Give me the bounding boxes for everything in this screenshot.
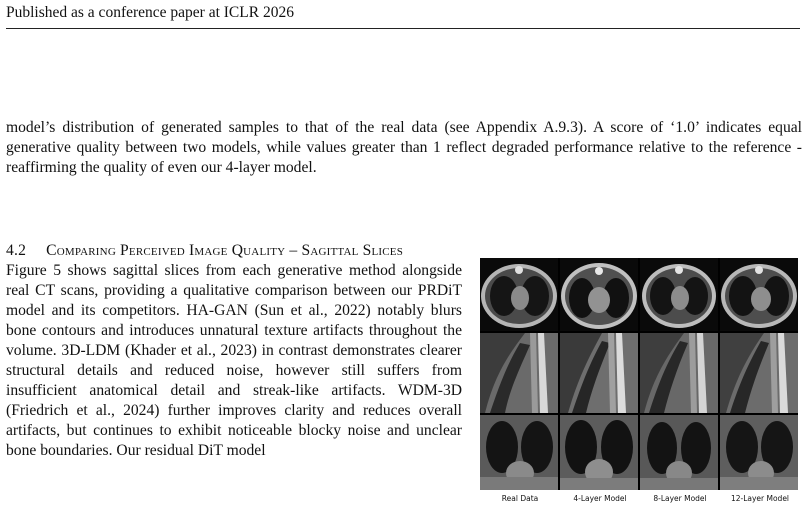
body-paragraph [6, 261, 462, 461]
sagittal-8-layer-image [640, 333, 718, 413]
figure-5 [480, 258, 798, 508]
section-heading [6, 242, 403, 260]
sagittal-12-layer-image [720, 333, 798, 413]
caption-8-layer: 8-Layer Model [653, 494, 707, 503]
figure-grid [480, 258, 798, 490]
axial-real-data-image [480, 258, 558, 331]
body-paragraph-text: Figure 5 shows sagittal slices from each generative method alongside real CT scans, providing a qualitative comparison between our PRDiT model and its competitors. HA-GAN (Sun et al., 2022) notably blurs bone contours and introduces unnatural texture artifacts throughout the volume. 3D-LDM (Khader et al., 2023) in contrast demonstrates clearer structural details and reduced noise, however still suffers from insufficient anatomical detail and streak-like artifacts. WDM-3D (Friedrich et al., 2024) further improves clarity and reduces overall artifacts, but continues to exhibit noticeable blocky noise and unclear bone boundaries. Our residual DiT model [6, 262, 462, 459]
caption-4-layer: 4-Layer Model [573, 494, 627, 503]
paragraph-top: model’s distribution of generated samples to that of the real data (see Appendix A.9.3). A score of ‘1.0’ indicates equal generative quality between two models, while values greater than 1 reflect degraded performance relative to the reference - reaffirming the quality of even our 4-layer model. [6, 119, 802, 176]
coronal-12-layer-image [720, 415, 798, 490]
caption-12-layer: 12-Layer Model [730, 494, 790, 503]
coronal-4-layer-image [560, 415, 638, 490]
coronal-real-data-image [480, 415, 558, 490]
caption-real-data: Real Data [501, 494, 539, 503]
coronal-8-layer-image [640, 415, 718, 490]
axial-12-layer-image [720, 258, 798, 331]
figure-captions [480, 494, 798, 503]
running-header: Published as a conference paper at ICLR 2026 [6, 4, 294, 21]
axial-8-layer-image [640, 258, 718, 331]
header-rule [6, 28, 800, 29]
axial-4-layer-image [560, 258, 638, 331]
section-title: Comparing Perceived Image Quality – Sagittal Slices [46, 242, 404, 259]
section-number: 4.2 [6, 242, 27, 259]
sagittal-4-layer-image [560, 333, 638, 413]
sagittal-real-data-image [480, 333, 558, 413]
